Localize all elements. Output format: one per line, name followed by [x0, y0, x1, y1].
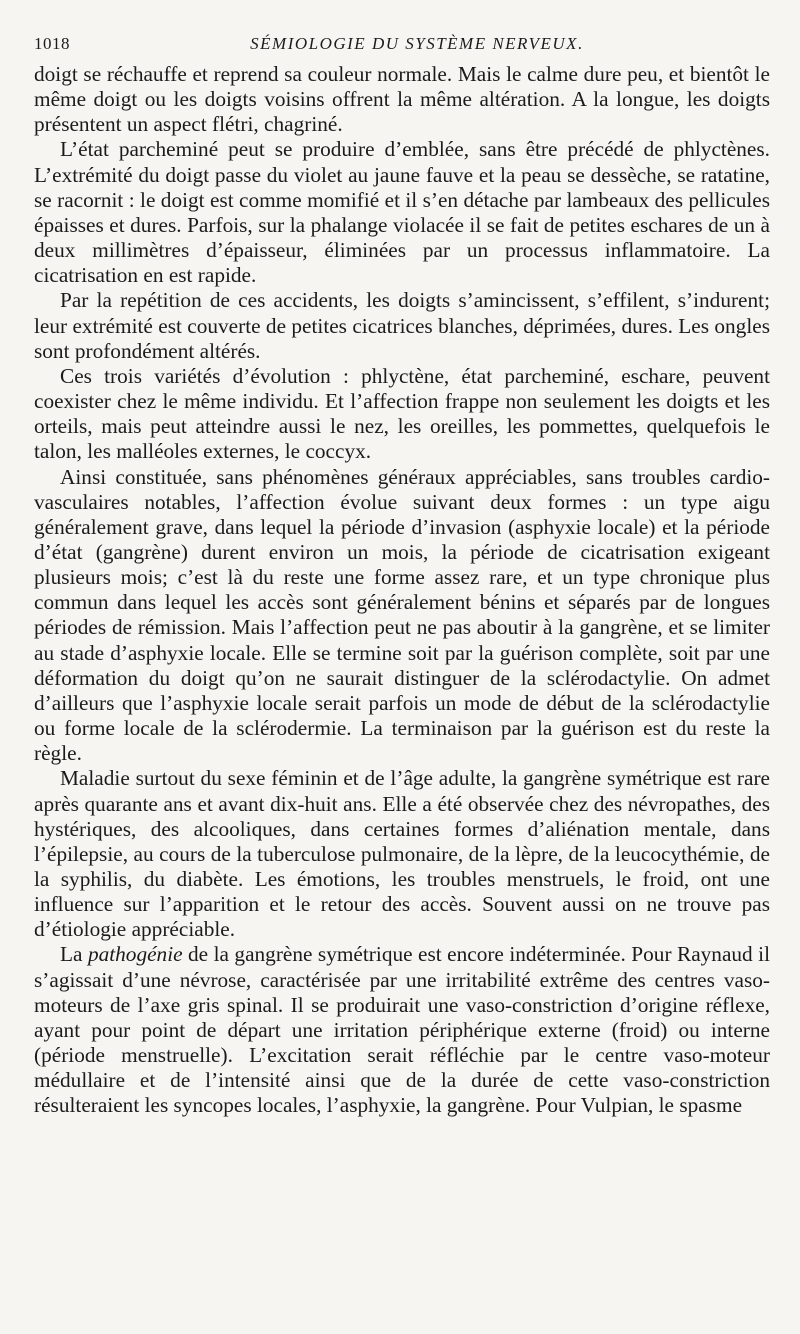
running-title: SÉMIOLOGIE DU SYSTÈME NERVEUX.: [250, 34, 584, 53]
paragraph: Ainsi constituée, sans phénomènes généraux appréciables, sans troubles cardio-vasculaires notables, l’affection évolue suivant deux formes : un type aigu généralement grave, dans lequel la période d’invasion (asphyxie locale) et la période d’état (gangrène) durent environ un mois, la période de cicatrisation exigeant plusieurs mois; c’est là du reste une forme assez rare, et un type chronique plus commun dans lequel les accès sont généralement bénins et séparés par de longues périodes de rémission. Mais l’affection peut ne pas aboutir à la gangrène, et se limiter au stade d’asphyxie locale. Elle se termine soit par la guérison complète, soit par une déformation du doigt qu’on ne saurait distinguer de la sclérodactylie. On admet d’ailleurs que l’asphyxie locale serait parfois un mode de début de la sclérodactylie ou forme locale de la sclérodermie. La terminaison par la guérison est du reste la règle.: [34, 464, 770, 766]
paragraph: L’état parcheminé peut se produire d’emblée, sans être précédé de phlyctènes. L’extrémité du doigt passe du violet au jaune fauve et la peau se dessèche, se ratatine, se racornit : le doigt est comme momifié et il s’en détache par lambeaux des pellicules épaisses et dures. Parfois, sur la phalange violacée il se fait de petites eschares de un à deux millimètres d’épaisseur, éliminées par un processus inflammatoire. La cicatrisation en est rapide.: [34, 137, 770, 288]
paragraph-rest: de la gangrène symétrique est encore indéterminée. Pour Raynaud il s’agissait d’une névrose, caractérisée par une irritabilité extrême des centres vaso-moteurs de l’axe gris spinal. Il se produirait une vaso-constriction d’origine réflexe, ayant pour point de départ une irritation périphérique externe (froid) ou interne (période menstruelle). L’excitation serait réfléchie par le centre vaso-moteur médullaire et de l’intensité ainsi que de la durée de cette vaso-constriction résulteraient les syncopes locales, l’asphyxie, la gangrène. Pour Vulpian, le spasme: [34, 942, 770, 1118]
paragraph-lead: La: [60, 942, 88, 967]
paragraph: Ces trois variétés d’évolution : phlyctène, état parcheminé, eschare, peuvent coexister chez le même individu. Et l’affection frappe non seulement les doigts et les orteils, mais peut atteindre aussi le nez, les oreilles, les pommettes, quelquefois le talon, les malléoles externes, le coccyx.: [34, 363, 770, 464]
body-text: [34, 62, 770, 1119]
running-head: [34, 30, 770, 56]
page-number: 1018: [34, 34, 70, 53]
paragraph: Maladie surtout du sexe féminin et de l’âge adulte, la gangrène symétrique est rare après quarante ans et avant dix-huit ans. Elle a été observée chez des névropathes, des hystériques, des alcooliques, dans certaines formes d’aliénation mentale, dans l’épilepsie, au cours de la tuberculose pulmonaire, de la lèpre, de la leucocythémie, de la syphilis, du diabète. Les émotions, les troubles menstruels, le froid, ont une influence sur l’apparition et le retour des accès. Souvent aussi on ne trouve pas d’étiologie appréciable.: [34, 766, 770, 942]
emphasized-term: pathogénie: [87, 942, 183, 967]
paragraph-pathogenie: [34, 942, 770, 1118]
paragraph: Par la repétition de ces accidents, les doigts s’amincissent, s’effilent, s’indurent; leur extrémité est couverte de petites cicatrices blanches, déprimées, dures. Les ongles sont profondément altérés.: [34, 288, 770, 363]
paragraph-continued: doigt se réchauffe et reprend sa couleur normale. Mais le calme dure peu, et bientôt le même doigt ou les doigts voisins offrent la même altération. A la longue, les doigts présentent un aspect flétri, chagriné.: [34, 62, 770, 137]
